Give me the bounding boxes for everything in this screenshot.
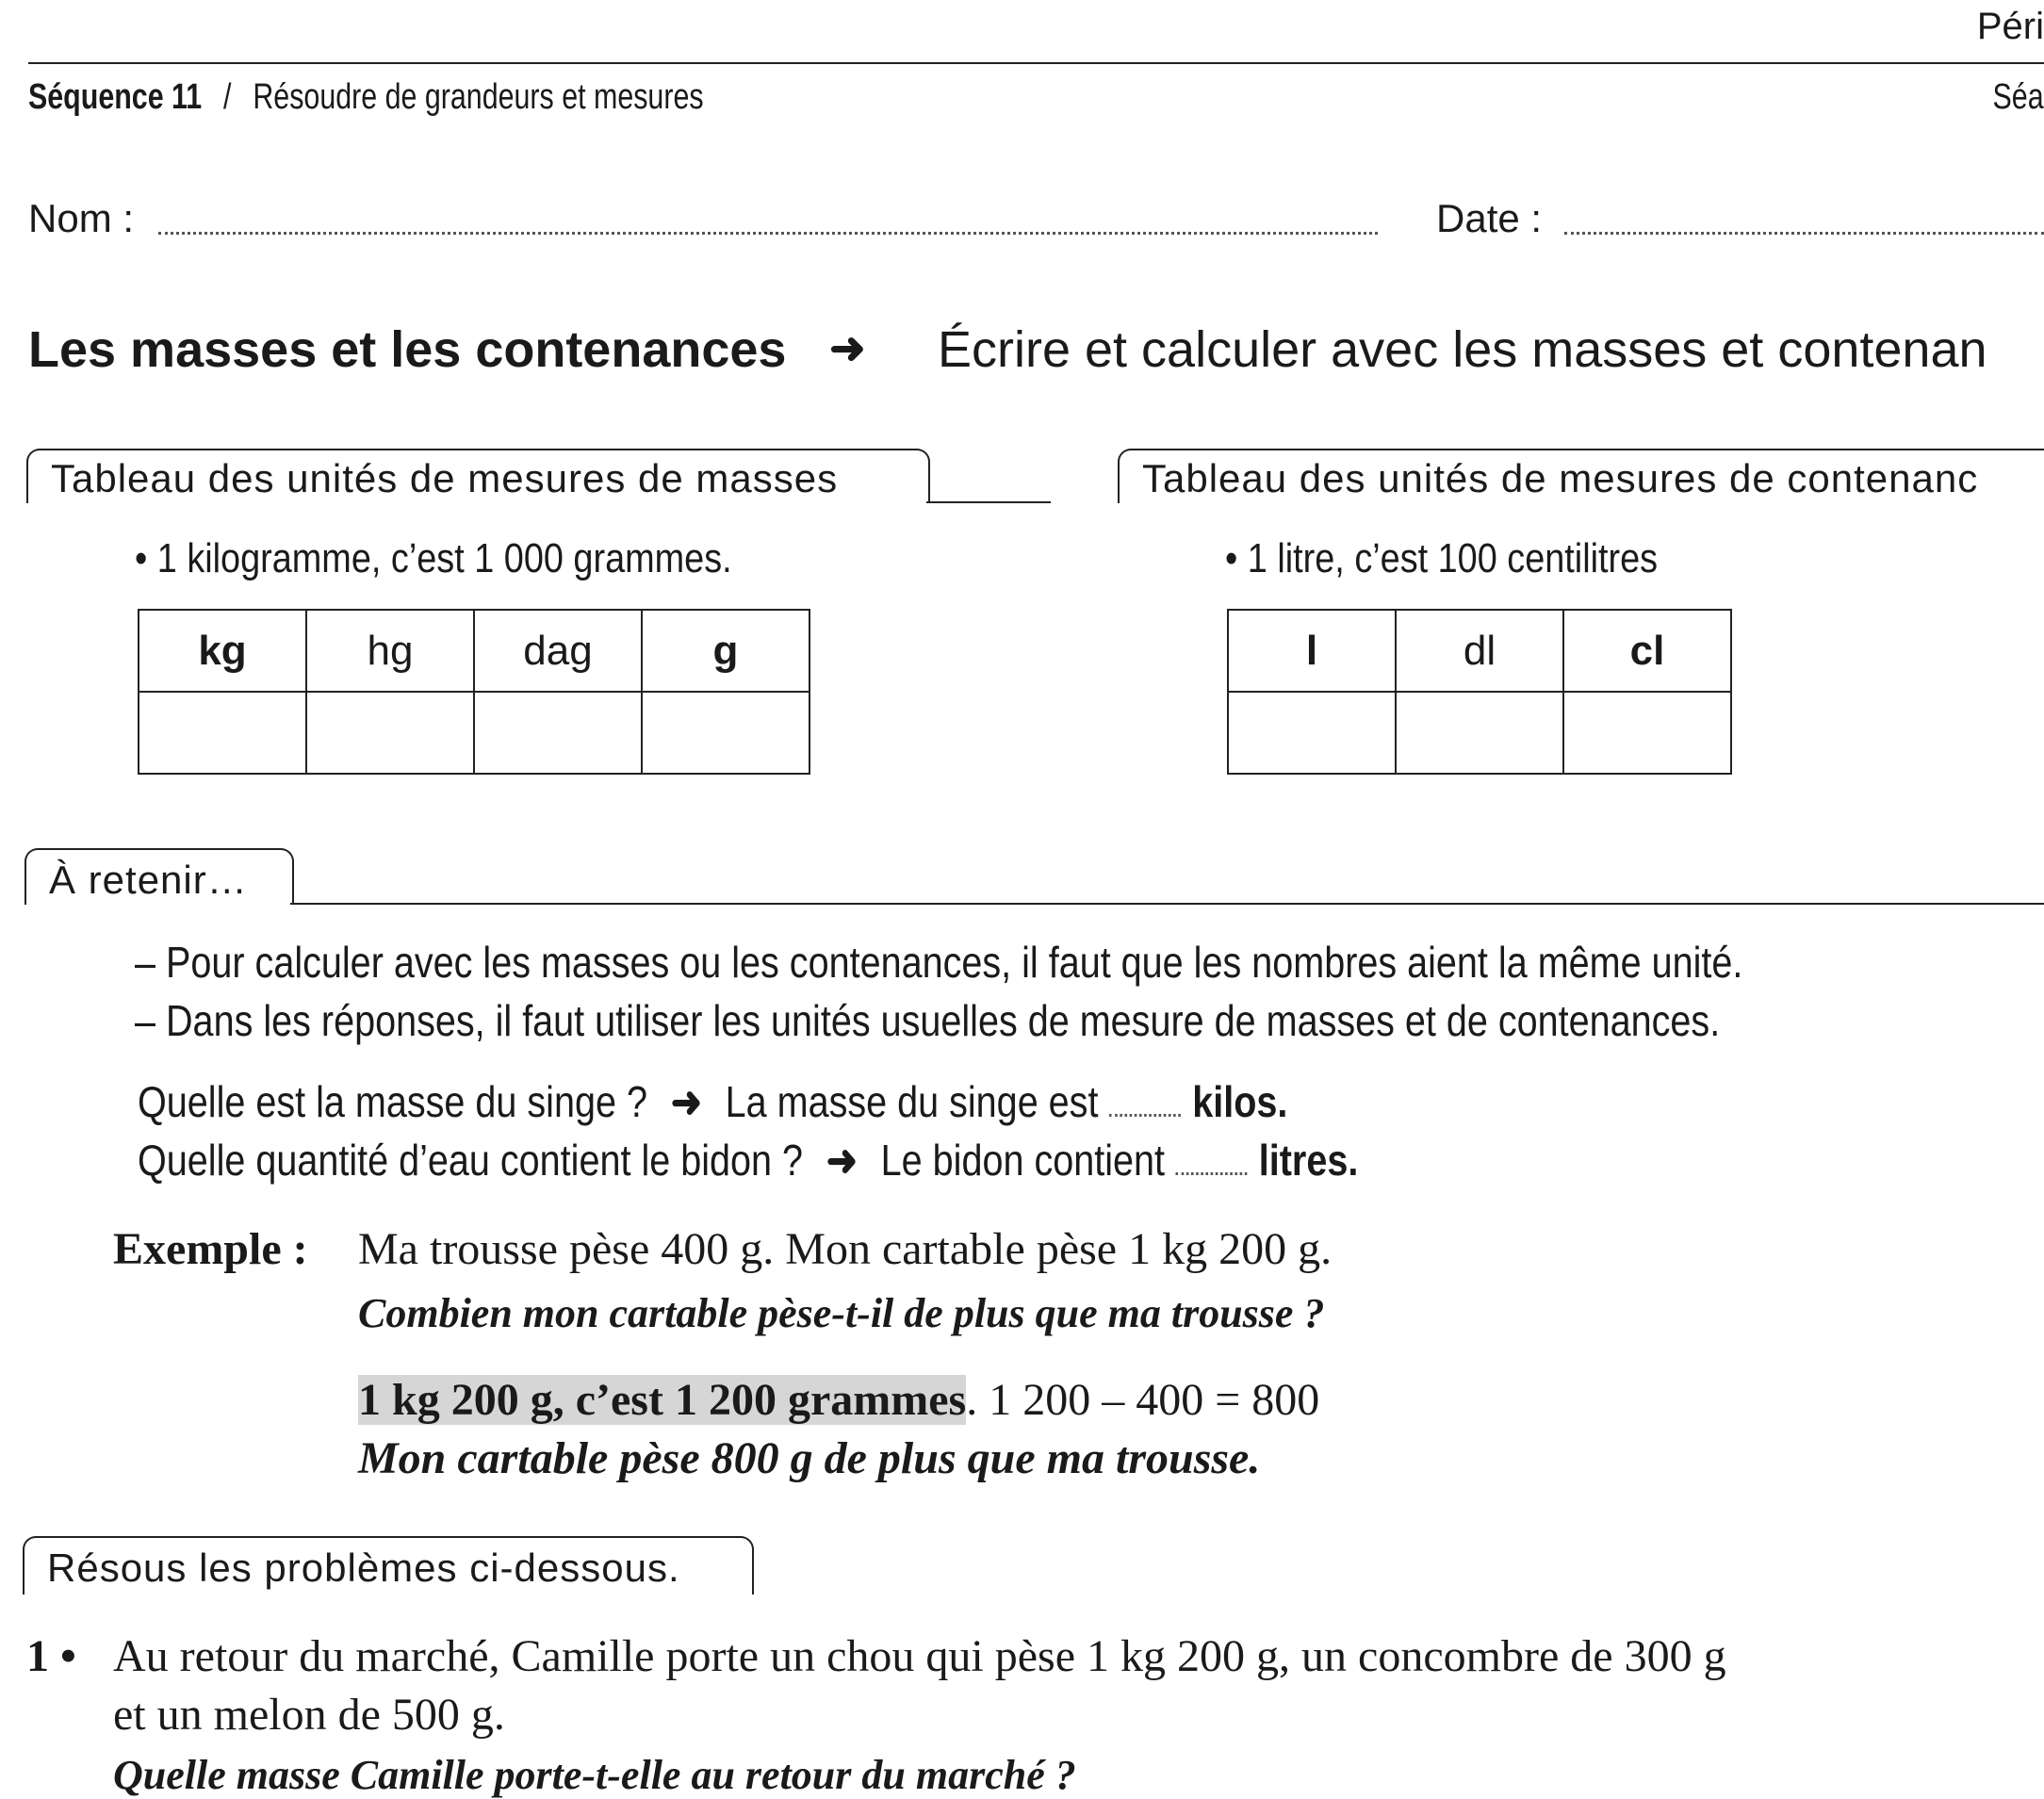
question-bidon-text: Quelle quantité d’eau contient le bidon ?: [138, 1136, 804, 1185]
example-calculation: . 1 200 – 400 = 800: [966, 1375, 1320, 1425]
contenances-table: [1227, 609, 1732, 775]
contenances-empty-row: [1228, 692, 1731, 774]
example-solution: [358, 1374, 1319, 1426]
contenances-cell[interactable]: [1563, 692, 1731, 774]
unit-hg: hg: [306, 610, 474, 692]
problem-1-number: 1 •: [26, 1631, 76, 1681]
unit-litres: litres.: [1258, 1136, 1359, 1185]
page-title: Les masses et les contenances: [28, 321, 787, 378]
example-answer: Mon cartable pèse 800 g de plus que ma trousse.: [358, 1433, 1261, 1483]
masses-cell[interactable]: [642, 692, 809, 774]
example-highlight: 1 kg 200 g, c’est 1 200 grammes: [358, 1375, 967, 1425]
arrow-icon: ➜: [826, 1136, 858, 1185]
contenances-header-row: [1228, 610, 1731, 692]
unit-dl: dl: [1396, 610, 1563, 692]
retenir-tab-line: [290, 903, 2044, 905]
sequence-number: Séquence 11: [28, 77, 203, 117]
answer-singe-blank[interactable]: [1110, 1114, 1182, 1117]
sequence-separator: /: [223, 77, 232, 117]
contenances-cell[interactable]: [1396, 692, 1563, 774]
unit-dag: dag: [474, 610, 642, 692]
masses-empty-row: [139, 692, 809, 774]
masses-cell[interactable]: [306, 692, 474, 774]
masses-bullet: • 1 kilogramme, c’est 1 000 grammes.: [135, 535, 732, 581]
seance-label: Séa: [1992, 77, 2044, 117]
periode-label: Péri: [1976, 6, 2044, 47]
masses-table: [138, 609, 810, 775]
contenances-tab-label: Tableau des unités de mesures de contenanc: [1142, 456, 1979, 500]
masses-tab-label: Tableau des unités de mesures de masses: [51, 456, 839, 500]
rule-line-1: – Pour calculer avec les masses ou les contenances, il faut que les nombres aient la même unité.: [135, 938, 1743, 987]
retenir-tab-label: À retenir…: [49, 858, 248, 902]
unit-kg: kg: [139, 610, 306, 692]
example-question: Combien mon cartable pèse-t-il de plus que ma trousse ?: [358, 1290, 1325, 1336]
masses-cell[interactable]: [474, 692, 642, 774]
example-label: Exemple :: [113, 1224, 308, 1274]
contenances-cell[interactable]: [1228, 692, 1396, 774]
problems-tab-label: Résous les problèmes ci-dessous.: [47, 1546, 680, 1590]
nom-field[interactable]: [158, 232, 1378, 235]
arrow-icon: ➜: [829, 323, 866, 372]
sequence-title: Résoudre de grandeurs et mesures: [253, 77, 704, 117]
rule-line-2: – Dans les réponses, il faut utiliser les unités usuelles de mesure de masses et de contenances.: [135, 996, 1721, 1045]
unit-kilos: kilos.: [1192, 1077, 1288, 1126]
masses-tab-line: [926, 501, 1051, 503]
question-singe-text: Quelle est la masse du singe ?: [138, 1077, 647, 1126]
problem-1-line-2: et un melon de 500 g.: [113, 1690, 505, 1740]
masses-header-row: [139, 610, 809, 692]
question-bidon: [138, 1135, 1358, 1186]
masses-cell[interactable]: [139, 692, 306, 774]
example-statement: Ma trousse pèse 400 g. Mon cartable pèse 1 kg 200 g.: [358, 1224, 1333, 1274]
problem-1-question: Quelle masse Camille porte-t-elle au retour du marché ?: [113, 1752, 1076, 1798]
page-subtitle: Écrire et calculer avec les masses et contenan: [938, 321, 1987, 378]
unit-l: l: [1228, 610, 1396, 692]
unit-cl: cl: [1563, 610, 1731, 692]
question-singe: [138, 1076, 1287, 1127]
nom-label: Nom :: [28, 196, 135, 240]
date-label: Date :: [1436, 196, 1543, 240]
date-field[interactable]: [1564, 232, 2044, 235]
problem-1-line-1: Au retour du marché, Camille porte un chou qui pèse 1 kg 200 g, un concombre de 300 g: [113, 1631, 1726, 1681]
answer-singe-text: La masse du singe est: [725, 1077, 1099, 1126]
arrow-icon: ➜: [670, 1077, 702, 1126]
contenances-bullet: • 1 litre, c’est 100 centilitres: [1225, 535, 1659, 581]
answer-bidon-text: Le bidon contient: [880, 1136, 1166, 1185]
sequence-header: [28, 77, 704, 118]
unit-g: g: [642, 610, 809, 692]
answer-bidon-blank[interactable]: [1176, 1172, 1248, 1175]
header-rule: [28, 62, 2044, 64]
